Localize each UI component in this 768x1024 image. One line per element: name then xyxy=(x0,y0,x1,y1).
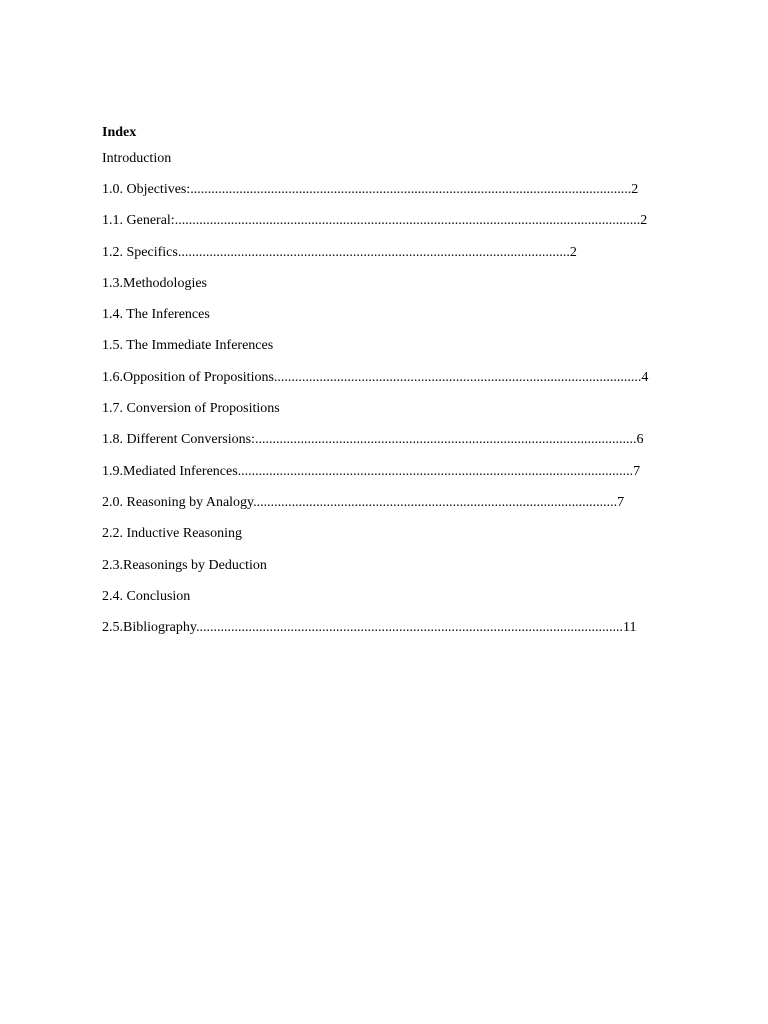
toc-entry: 2.4. Conclusion xyxy=(102,588,191,604)
table-of-contents xyxy=(102,181,722,650)
toc-entry: 1.6.Opposition of Propositions.........................................................................................................4 xyxy=(102,369,649,385)
toc-entry: 1.4. The Inferences xyxy=(102,307,210,323)
toc-entry: 2.5.Bibliography..........................................................................................................................11 xyxy=(102,620,637,636)
toc-entry: 1.9.Mediated Inferences.................................................................................................................7 xyxy=(102,463,641,479)
toc-entry: 2.3.Reasonings by Deduction xyxy=(102,557,267,573)
introduction-entry: Introduction xyxy=(102,151,172,166)
toc-entry: 1.1. General:.....................................................................................................................................2 xyxy=(102,213,648,229)
toc-entry: 1.0. Objectives:..............................................................................................................................2 xyxy=(102,182,639,197)
toc-entry: 1.2. Specifics................................................................................................................2 xyxy=(102,244,577,260)
toc-entry: 2.0. Reasoning by Analogy........................................................................................................7 xyxy=(102,494,625,510)
toc-entry: 1.5. The Immediate Inferences xyxy=(102,338,274,354)
toc-entry: 2.2. Inductive Reasoning xyxy=(102,526,242,542)
toc-entry: 1.7. Conversion of Propositions xyxy=(102,401,280,417)
toc-entry: 1.8. Different Conversions:.............................................................................................................6 xyxy=(102,432,644,448)
index-heading: Index xyxy=(102,125,137,140)
toc-entry: 1.3.Methodologies xyxy=(102,275,207,291)
